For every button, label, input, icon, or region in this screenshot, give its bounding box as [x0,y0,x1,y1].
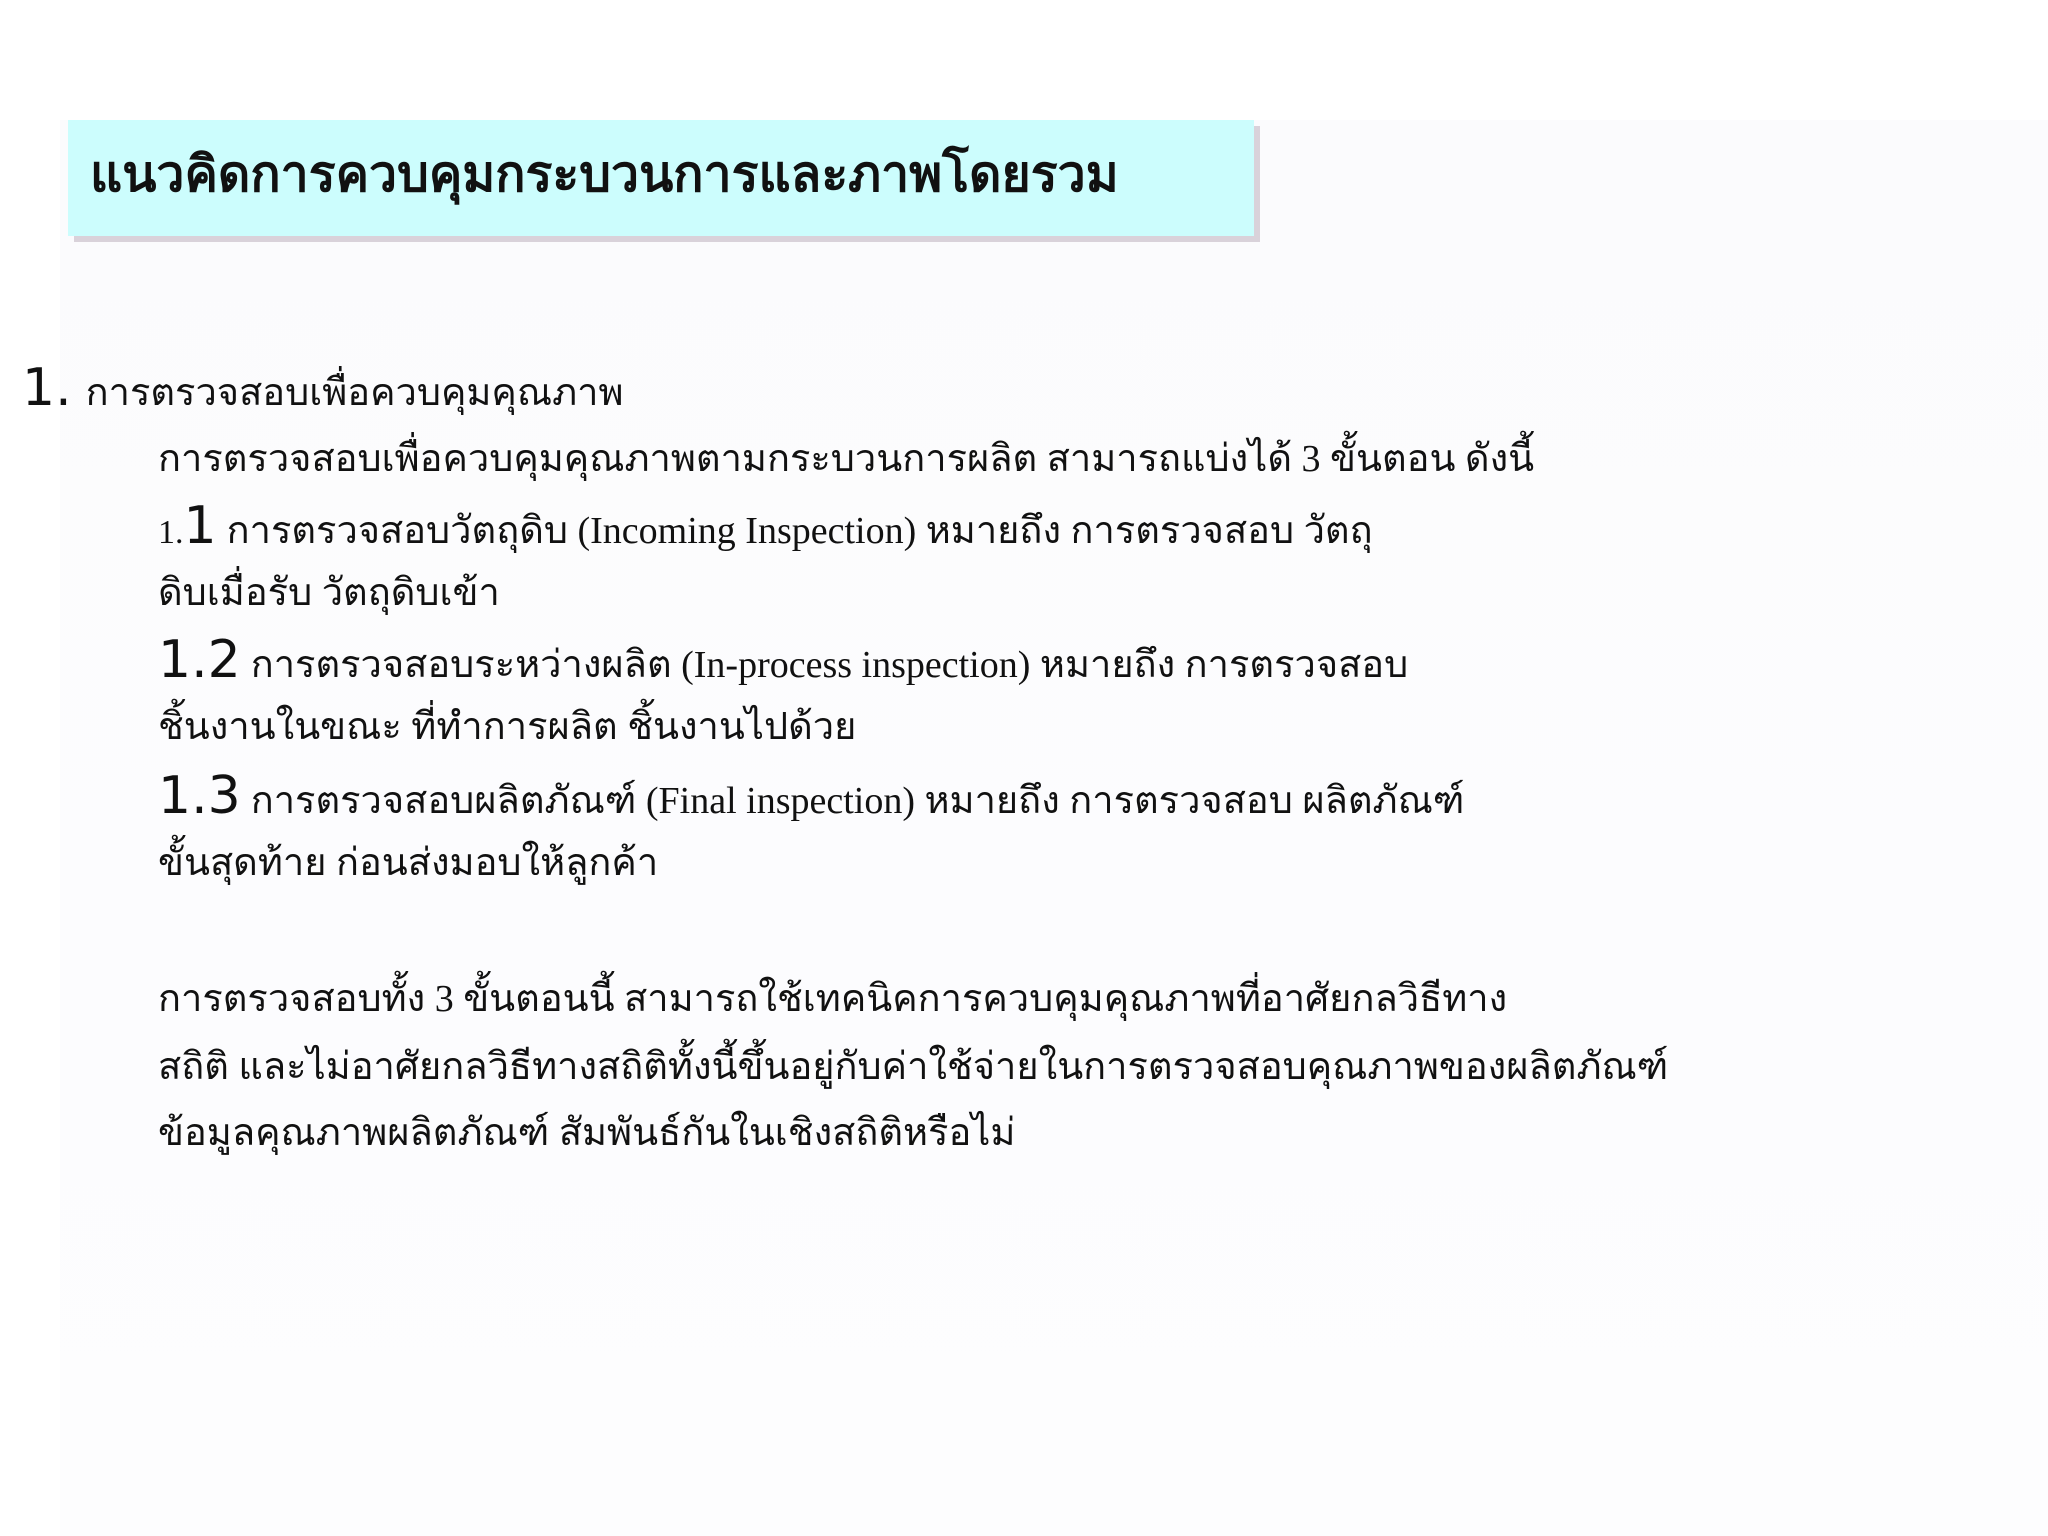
section-intro: การตรวจสอบเพื่อควบคุมคุณภาพตามกระบวนการผลิต สามารถแบ่งได้ 3 ขั้นตอน ดังนี้ [158,438,1535,480]
slide-title: แนวคิดการควบคุมกระบวนการและภาพโดยรวม [90,146,1119,202]
slide-background [60,120,2048,1536]
item-1-1-number-prefix: 1. [158,514,184,551]
item-1-3-text: การตรวจสอบผลิตภัณฑ์ (Final inspection) หมายถึง การตรวจสอบ ผลิตภัณฑ์ [250,780,1465,822]
item-1-2-number: 1.2 [158,630,241,690]
section-heading-text: การตรวจสอบเพื่อควบคุมคุณภาพ [85,372,624,414]
item-1-2-text: การตรวจสอบระหว่างผลิต (In-process inspection) หมายถึง การตรวจสอบ [250,644,1409,686]
item-1-3-line1 [158,766,1465,826]
section-number: 1. [22,358,72,418]
item-1-1-text: การตรวจสอบวัตถุดิบ (Incoming Inspection) หมายถึง การตรวจสอบ วัตถุ [226,510,1373,552]
item-1-1-number-suffix: 1 [183,496,217,556]
summary-line-1: การตรวจสอบทั้ง 3 ขั้นตอนนี้ สามารถใช้เทคนิคการควบคุมคุณภาพที่อาศัยกลวิธีทาง [158,978,1508,1020]
summary-line-2: สถิติ และไม่อาศัยกลวิธีทางสถิติทั้งนี้ขึ้นอยู่กับค่าใช้จ่ายในการตรวจสอบคุณภาพของผลิตภัณฑ์ [158,1046,1669,1088]
section-heading [22,358,624,418]
item-1-2-line2: ชิ้นงานในขณะ ที่ทำการผลิต ชิ้นงานไปด้วย [158,706,857,748]
item-1-3-line2: ขั้นสุดท้าย ก่อนส่งมอบให้ลูกค้า [158,842,659,884]
title-box [68,120,1254,236]
item-1-2-line1 [158,630,1409,690]
summary-line-3: ข้อมูลคุณภาพผลิตภัณฑ์ สัมพันธ์กันในเชิงสถิติหรือไม่ [158,1112,1016,1154]
item-1-1-line2: ดิบเมื่อรับ วัตถุดิบเข้า [158,572,500,614]
item-1-3-number: 1.3 [158,766,241,826]
item-1-1-line1 [158,496,1373,556]
